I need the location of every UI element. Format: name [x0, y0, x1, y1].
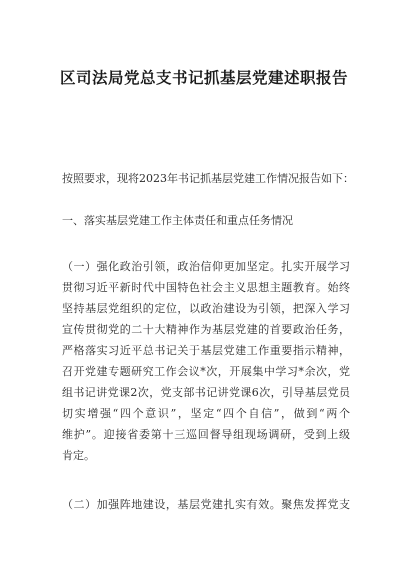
paragraph-line: （一）强化政治引领，政治信仰更加坚定。扎实开展学习 [62, 260, 350, 273]
paragraph-line: 召开党建专题研究工作会议*次，开展集中学习*余次，党 [62, 365, 350, 378]
paragraph-line: 组书记讲党课2次，党支部书记讲党课6次，引导基层党员 [62, 386, 350, 399]
paragraph-2 [62, 494, 350, 515]
paragraph-line: 严格落实习近平总书记关于基层党建工作重要指示精神， [62, 344, 350, 357]
paragraph-line: 切实增强“四个意识”，坚定“四个自信”，做到“两个 [62, 407, 350, 420]
document-title: 区司法局党总支书记抓基层党建述职报告 [59, 68, 348, 87]
paragraph-line: 坚持基层党组织的定位，以政治建设为引领，把深入学习 [62, 302, 350, 315]
paragraph-line: 宣传贯彻党的二十大精神作为基层党建的首要政治任务， [62, 323, 350, 336]
paragraph-line: 维护”。迎接省委第十三巡回督导组现场调研，受到上级 [62, 428, 350, 441]
paragraph-line: 贯彻习近平新时代中国特色社会主义思想主题教育。始终 [62, 281, 350, 294]
paragraph-line: 肯定。 [62, 449, 95, 462]
paragraph-line: （二）加强阵地建设，基层党建扎实有效。聚焦发挥党支 [62, 498, 350, 511]
section-heading-1: 一、落实基层党建工作主体责任和重点任务情况 [62, 214, 293, 227]
paragraph-1 [62, 256, 350, 466]
intro-paragraph: 按照要求，现将2023年书记抓基层党建工作情况报告如下： [62, 172, 354, 185]
